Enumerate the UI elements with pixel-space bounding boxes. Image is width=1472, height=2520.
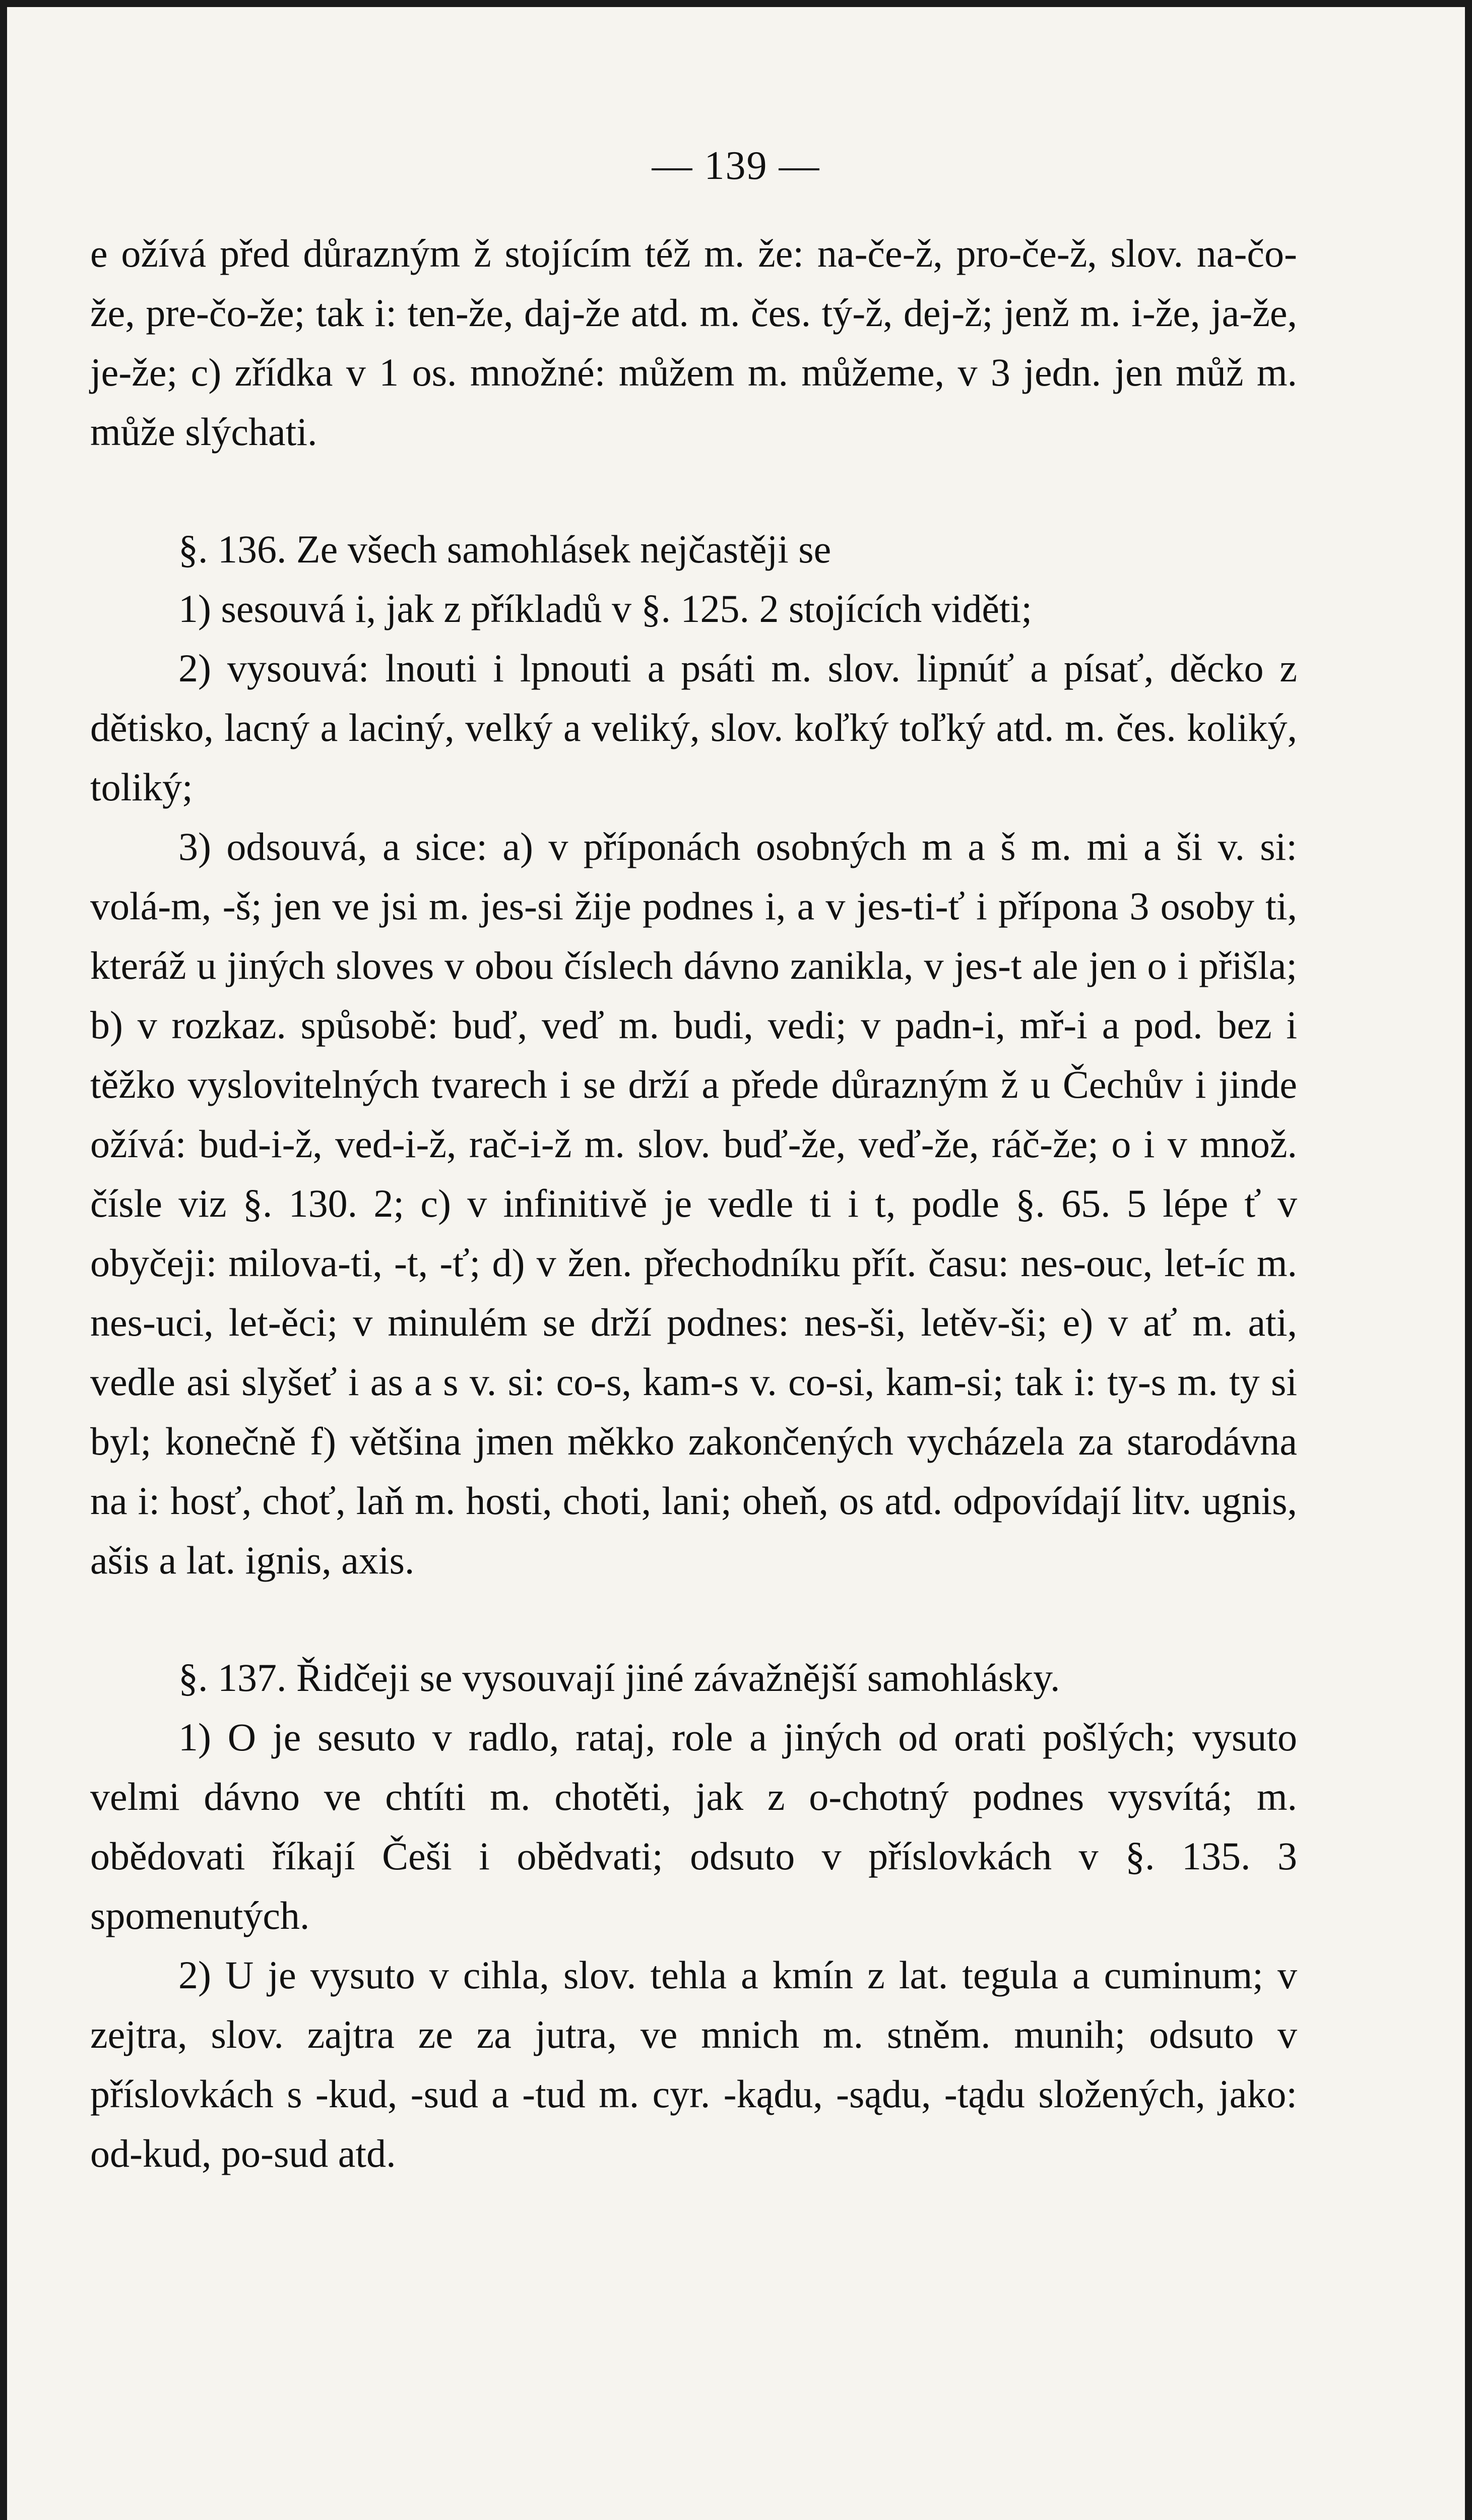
section-137-item-1: 1) O je sesuto v radlo, rataj, role a jiných od orati pošlých; vysuto velmi dávno ve chtíti m. chotěti, jak z o-chotný podnes vysvítá; m. obědovati říkají Češi i obědvati; odsuto v příslovkách v §. 135. 3 spomenutých. [90,1715,1297,1937]
section-136-item-3: 3) odsouvá, a sice: a) v příponách osobných m a š m. mi a ši v. si: volá-m, -š; jen ve jsi m. jes-si žije podnes i, a v jes-ti-ť i přípona 3 osoby ti, kteráž u jiných sloves v obou číslech dávno zanikla, v jes-t ale jen o i přišla; b) v rozkaz. spůsobě: buď, veď m. budi, vedi; v padn-i, mř-i a pod. bez i těžko vyslovitelných tvarech i se drží a přede důrazným ž u Čechův i jinde ožívá: bud-i-ž, ved-i-ž, rač-i-ž m. slov. buď-že, veď-že, ráč-že; o i v množ. čísle viz §. 130. 2; c) v infinitivě je vedle ti i t, podle §. 65. 5 lépe ť v obyčeji: milova-ti, -t, -ť; d) v žen. přechodníku přít. času: nes-ouc, let-íc m. nes-uci, let-ěci; v minulém se drží podnes: nes-ši, letěv-ši; e) v ať m. ati, vedle asi slyšeť i as a s v. si: co-s, kam-s v. co-si, kam-si; tak i: ty-s m. ty si byl; konečně f) většina jmen měkko zakončených vycházela za starodávna na i: hosť, choť, laň m. hosti, choti, lani; oheň, os atd. odpovídají litv. ugnis, ašis a lat. ignis, axis. [90,825,1297,1582]
section-136-heading: §. 136. Ze všech samohlásek nejčastěji se [178,527,831,571]
section-136-item-1: 1) sesouvá i, jak z příkladů v §. 125. 2 stojících viděti; [178,587,1033,631]
paragraph-continuation: e ožívá před důrazným ž stojícím též m. že: na-če-ž, pro-če-ž, slov. na-čo-že, pre-čo-že; tak i: ten-že, daj-že atd. m. čes. tý-ž, dej-ž; jenž m. i-že, ja-že, je-že; c) zřídka v 1 os. množné: můžem m. můžeme, v 3 jedn. jen můž m. může slýchati. [90,231,1297,454]
page-number: — 139 — [652,144,820,188]
page-body [90,224,1297,2183]
section-137-item-2: 2) U je vysuto v cihla, slov. tehla a kmín z lat. tegula a cuminum; v zejtra, slov. zajtra ze za jutra, ve mnich m. stněm. munih; odsuto v příslovkách s -kud, -sud a -tud m. cyr. -kądu, -sądu, -tądu složených, jako: od-kud, po-sud atd. [90,1953,1297,2175]
section-136-item-2: 2) vysouvá: lnouti i lpnouti a psáti m. slov. lipnúť a písať, děcko z dětisko, lacný a laciný, velký a veliký, slov. koľký toľký atd. m. čes. koliký, toliký; [90,646,1297,809]
book-page [7,7,1465,2520]
section-137-heading: §. 137. Řidčeji se vysouvají jiné závažnější samohlásky. [178,1656,1060,1699]
